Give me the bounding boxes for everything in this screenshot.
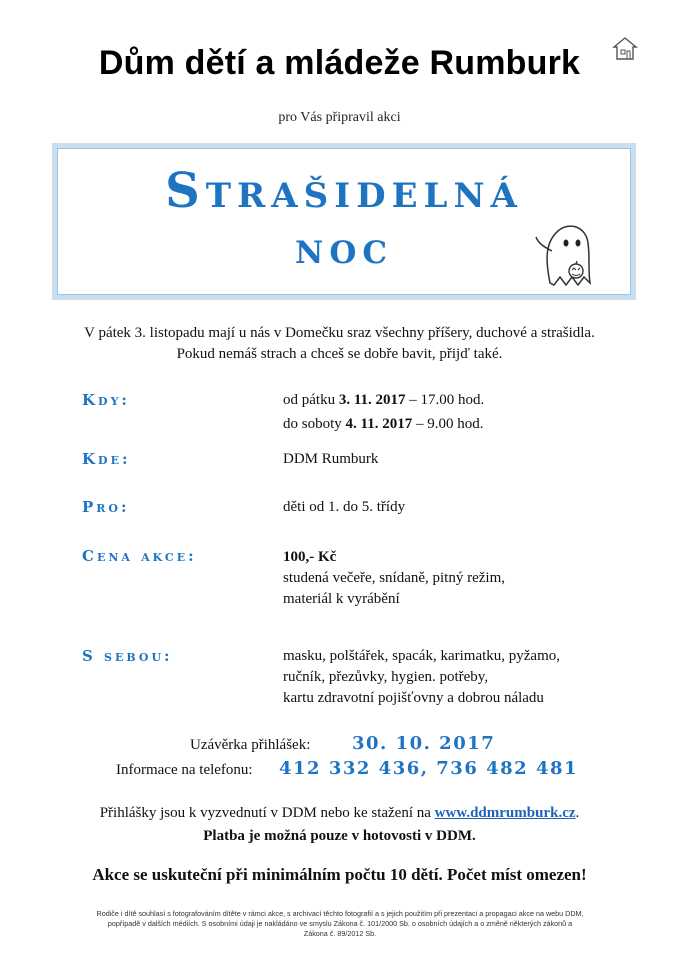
minimum-participants-note: Akce se uskuteční při minimálním počtu 10 dětí. Počet míst omezen! — [92, 865, 587, 884]
price-amount: 100,- Kč — [283, 549, 337, 565]
value-bring: masku, polštářek, spacák, karimatku, pyžamo, ručník, přezůvky, hygien. potřeby, kartu zdravotní pojišťovny a dobrou náladu — [283, 648, 561, 706]
deadline-label: Uzávěrka přihlášek: — [190, 737, 311, 753]
event-banner — [52, 143, 636, 300]
page-title: Dům dětí a mládeže Rumburk — [98, 44, 581, 82]
event-title-line2: noc — [294, 223, 393, 274]
label-price: Cena akce: — [82, 547, 197, 565]
label-for: Pro: — [82, 498, 130, 516]
value-when: od pátku 3. 11. 2017 – 17.00 hod. do soboty 4. 11. 2017 – 9.00 hod. — [283, 392, 485, 432]
fine-print: Rodiče i dítě souhlasí s fotografováním dítěte v rámci akce, s archivací těchto fotografií a s jejich použitím při prezentaci a propagaci akce na webu DDM, popřípadě v dalších médiích. S osobními údaji je nakládáno ve smyslu Zákona č. 101/2000 Sb. o osobních údajích a o změně některých zákonů a Zákona č. 89/2012 Sb. — [96, 909, 584, 938]
label-where: Kde: — [82, 450, 131, 468]
applications-info: Přihlášky jsou k vyzvednutí v DDM nebo ke stažení na www.ddmrumburk.cz. — [99, 805, 580, 821]
phone-label: Informace na telefonu: — [116, 762, 253, 778]
label-bring: S sebou: — [82, 647, 173, 665]
value-price: 100,- Kč studená večeře, snídaně, pitný režim, materiál k vyrábění — [283, 549, 505, 607]
value-for: děti od 1. do 5. třídy — [283, 499, 406, 515]
website-link[interactable]: www.ddmrumburk.cz — [434, 805, 576, 821]
ghost-icon — [528, 213, 608, 293]
intro-line-1: V pátek 3. listopadu mají u nás v Domečku sraz všechny příšery, duchové a strašidla. — [84, 325, 595, 341]
payment-info: Platba je možná pouze v hotovosti v DDM. — [203, 828, 476, 844]
start-date: 3. 11. 2017 — [338, 392, 406, 408]
value-where: DDM Rumburk — [283, 451, 379, 467]
intro-text — [0, 323, 679, 365]
deadline-value: 30. 10. 2017 — [352, 733, 496, 754]
phone-value: 412 332 436, 736 482 481 — [279, 758, 579, 779]
subtitle: pro Vás připravil akci — [278, 110, 401, 125]
label-when: Kdy: — [82, 391, 130, 409]
house-logo-icon — [612, 36, 638, 62]
event-title-line1: Strašidelná — [165, 163, 523, 219]
end-date: 4. 11. 2017 — [345, 416, 413, 432]
intro-line-2: Pokud nemáš strach a chceš se dobře bavit, přijď také. — [176, 346, 503, 362]
